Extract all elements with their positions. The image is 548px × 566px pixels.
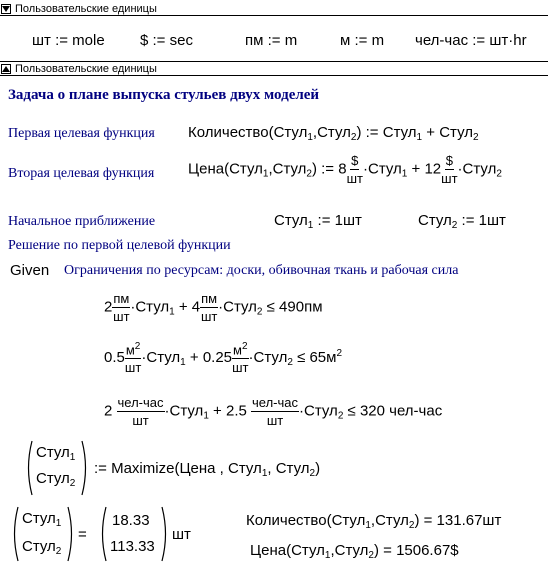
objective1-definition[interactable]: Количество(Стул$_1$,Стул$_2$) := Стул$_1$ + Стул$_2$	[188, 124, 479, 143]
eval-quantity[interactable]: Количество(Стул$_1$,Стул$_2$) = 131.67шт	[246, 512, 502, 531]
result-value-2: 113.33	[110, 538, 155, 555]
init-stul2[interactable]: Стул$_2$ := 1шт	[418, 212, 506, 231]
right-paren-icon	[160, 506, 170, 562]
region-divider	[0, 75, 548, 76]
init-label[interactable]: Начальное приближение	[8, 214, 156, 229]
result-unit: шт	[172, 526, 191, 543]
result-value-1: 18.33	[112, 512, 150, 529]
left-paren-icon	[98, 506, 108, 562]
right-paren-icon	[66, 506, 76, 562]
maximize-call[interactable]: := Maximize(Цена , Стул$_1$, Стул$_2$)	[94, 460, 321, 479]
right-paren-icon	[80, 440, 90, 496]
eval-price[interactable]: Цена(Стул$_1$,Стул$_2$) = 1506.67$	[250, 542, 459, 561]
unit-def-m[interactable]: м := m	[340, 32, 385, 49]
unit-def-sht[interactable]: шт := mole	[32, 32, 105, 49]
given-keyword[interactable]: Given	[10, 262, 50, 279]
constraints-label[interactable]: Ограничения по ресурсам: доски, обивочная ткань и рабочая сила	[64, 263, 459, 278]
maximize-vector[interactable]: Стул$_1$ Стул$_2$	[24, 440, 72, 496]
constraint-fabric[interactable]: 0.5 $\frac{м^2}{шт}$ ·Стул$_1$ + 0.25 $\frac{м^2}{шт}$ ·Стул$_2$ ≤ $65м^2$	[104, 341, 343, 376]
unit-def-pm[interactable]: пм := m	[245, 32, 298, 49]
left-paren-icon	[24, 440, 34, 496]
objective2-label[interactable]: Вторая целевая функция	[8, 166, 155, 181]
region-label: Пользовательские единицы	[15, 3, 157, 15]
solve-label[interactable]: Решение по первой целевой функции	[8, 238, 231, 253]
unit-def-dollar[interactable]: $ := sec	[140, 32, 193, 49]
constraint-labor[interactable]: 2 $\frac{\text{чел-час}}{шт}$ ·Стул$_1$ + 2.5 $\frac{\text{чел-час}}{шт}$ ·Стул$_2$ ≤ 320 чел-час	[104, 395, 443, 428]
page-title[interactable]: Задача о плане выпуска стульев двух моделей	[8, 87, 320, 103]
collapse-arrow-icon[interactable]	[1, 4, 11, 14]
result-equals: =	[78, 526, 87, 543]
expand-arrow-icon[interactable]	[1, 64, 11, 74]
region-label: Пользовательские единицы	[15, 63, 157, 75]
left-paren-icon	[10, 506, 20, 562]
result-lhs-vector[interactable]: Стул$_1$ Стул$_2$	[10, 506, 72, 562]
init-stul1[interactable]: Стул$_1$ := 1шт	[274, 212, 362, 231]
units-region-header[interactable]	[0, 2, 548, 16]
result-values-vector[interactable]	[98, 506, 170, 562]
unit-def-chel[interactable]: чел-час := шт·hr	[415, 32, 527, 49]
objective2-definition[interactable]: Цена(Стул$_1$,Стул$_2$) := 8 $\frac{\$}{шт}$ ·Стул$_1$ + 12 $\frac{\$}{шт}$ ·Стул$_2$	[188, 153, 502, 186]
units-region-footer[interactable]	[0, 61, 548, 76]
constraint-boards[interactable]: 2 $\frac{пм}{шт}$ ·Стул$_1$ + 4 $\frac{пм}{шт}$ ·Стул$_2$ ≤ 490пм	[104, 291, 323, 324]
region-divider	[0, 15, 548, 16]
objective1-label[interactable]: Первая целевая функция	[8, 126, 155, 141]
